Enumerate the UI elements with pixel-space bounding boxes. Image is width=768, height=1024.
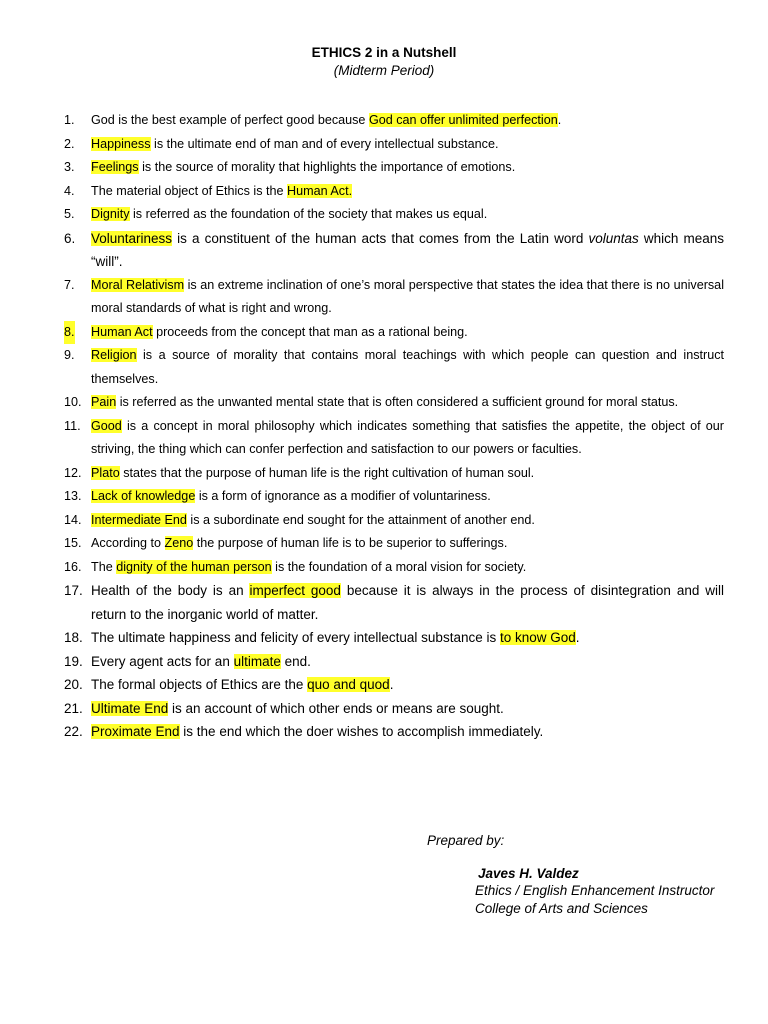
list-item — [64, 203, 724, 227]
list-item — [64, 462, 724, 486]
list-item-text — [91, 720, 724, 744]
text-segment: is a source of morality that contains moral teachings with which people can question and instruct themselves. — [91, 348, 724, 386]
list-item-text — [91, 109, 724, 133]
list-item-number: 18. — [64, 630, 83, 645]
list-item-text — [91, 556, 724, 580]
list-item-text — [91, 274, 724, 321]
list-item — [64, 673, 724, 697]
list-item-number: 22. — [64, 724, 83, 739]
list-item-number: 20. — [64, 677, 83, 692]
list-item-text — [91, 485, 724, 509]
list-item — [64, 509, 724, 533]
list-item-number: 14. — [64, 512, 82, 527]
list-item — [64, 626, 724, 650]
text-segment: Health of the body is an — [91, 583, 250, 598]
list-item-number: 1. — [64, 113, 75, 127]
highlighted-term: Moral Relativism — [91, 277, 185, 292]
author-name: Javes H. Valdez — [478, 866, 579, 881]
list-item — [64, 391, 724, 415]
list-item-number: 9. — [64, 348, 75, 362]
list-item-text — [91, 462, 724, 486]
list-item-number: 3. — [64, 160, 75, 174]
list-item-number: 5. — [64, 207, 75, 221]
list-item-number: 17. — [64, 583, 83, 598]
highlighted-term: quo and quod — [307, 677, 390, 692]
list-item — [64, 650, 724, 674]
text-segment: is a form of ignorance as a modifier of voluntariness. — [195, 489, 491, 503]
text-segment: is the ultimate end of man and of every intellectual substance. — [150, 136, 499, 151]
list-item-number: 16. — [64, 559, 82, 574]
list-item — [64, 227, 724, 274]
list-item-text — [91, 532, 724, 556]
list-item-number: 13. — [64, 489, 82, 503]
highlighted-term: imperfect good — [249, 583, 341, 598]
text-segment: . — [557, 113, 562, 127]
text-segment: is referred as the unwanted mental state that is often considered a sufficient ground for moral status. — [116, 395, 679, 409]
text-segment: states that the purpose of human life is the right cultivation of human soul. — [119, 465, 535, 480]
list-item-number: 12. — [64, 465, 82, 480]
list-item — [64, 532, 724, 556]
text-segment: According to — [91, 536, 165, 550]
text-segment: The formal objects of Ethics are the — [91, 677, 308, 692]
list-item-text — [91, 391, 724, 415]
list-item-text — [91, 509, 724, 533]
document-subtitle: (Midterm Period) — [333, 63, 435, 78]
highlighted-term: Plato — [91, 465, 120, 480]
text-segment: proceeds from the concept that man as a rational being. — [152, 324, 468, 339]
text-segment: is an extreme inclination of one’s moral perspective that states the idea that there is no universal moral standards of what is right and wrong. — [91, 277, 724, 315]
list-item-number: 2. — [64, 136, 75, 151]
text-segment: . — [389, 677, 394, 692]
list-item — [64, 415, 724, 462]
list-item — [64, 156, 724, 180]
text-segment: is the source of morality that highlights the importance of emotions. — [138, 160, 516, 174]
highlighted-term: Happiness — [91, 136, 151, 151]
list-item-text — [91, 321, 724, 345]
highlighted-term: Ultimate End — [91, 700, 169, 716]
highlighted-term: Human Act. — [287, 183, 353, 198]
text-segment: because it is always in the process of disintegration and will return to the inorganic world of matter. — [91, 583, 724, 622]
text-segment: is a concept in moral philosophy which indicates something that satisfies the appetite, the object of our striving, the thing which can confer perfection and satisfaction to our powers or faculties. — [91, 418, 724, 456]
text-segment: God is the best example of perfect good because — [91, 113, 369, 127]
list-item-number: 11. — [64, 418, 81, 433]
highlighted-term: dignity of the human person — [116, 559, 272, 574]
highlighted-term: to know God — [499, 630, 576, 645]
list-item-text — [91, 697, 724, 721]
list-item-text — [91, 227, 724, 274]
list-item-text — [91, 344, 724, 391]
list-item-text — [91, 650, 724, 674]
list-item-number: 10. — [64, 395, 82, 409]
list-item-number: 15. — [64, 536, 82, 550]
list-item — [64, 697, 724, 721]
list-item-number: 4. — [64, 183, 75, 198]
list-item-text — [91, 156, 724, 180]
highlighted-term: Voluntariness — [91, 230, 173, 246]
list-item-number: 19. — [64, 653, 83, 669]
list-item-number: 8. — [64, 321, 75, 345]
text-segment: the purpose of human life is to be superior to sufferings. — [193, 536, 508, 550]
author-role: Ethics / English Enhancement Instructor — [475, 883, 715, 898]
text-segment: which means “will”. — [91, 230, 724, 269]
text-segment: is a subordinate end sought for the attainment of another end. — [186, 512, 535, 527]
highlighted-term: Zeno — [164, 536, 194, 550]
text-segment: voluntas — [588, 230, 639, 246]
list-item — [64, 720, 724, 744]
highlighted-term: ultimate — [233, 653, 281, 669]
highlighted-term: God can offer unlimited perfection — [368, 113, 558, 127]
list-item-number: 7. — [64, 277, 75, 292]
document-title: ETHICS 2 in a Nutshell — [311, 45, 457, 60]
highlighted-term: Dignity — [91, 207, 130, 221]
list-item — [64, 556, 724, 580]
text-segment: is an account of which other ends or means are sought. — [168, 700, 504, 716]
list-item — [64, 321, 724, 345]
text-segment: is a constituent of the human acts that comes from the Latin word — [172, 230, 589, 246]
text-segment: The material object of Ethics is the — [91, 183, 287, 198]
list-item-text — [91, 203, 724, 227]
text-segment: end. — [280, 653, 311, 669]
list-item — [64, 344, 724, 391]
list-item-text — [91, 579, 724, 626]
text-segment: is referred as the foundation of the society that makes us equal. — [129, 207, 488, 221]
list-item — [64, 109, 724, 133]
text-segment: The ultimate happiness and felicity of every intellectual substance is — [91, 630, 500, 645]
list-item — [64, 579, 724, 626]
text-segment: is the foundation of a moral vision for society. — [271, 559, 527, 574]
highlighted-term: Proximate End — [91, 724, 180, 739]
list-item-text — [91, 133, 724, 157]
list-item-text — [91, 626, 724, 650]
list-item-number: 6. — [64, 230, 76, 246]
text-segment: . — [575, 630, 580, 645]
text-segment: The — [91, 559, 117, 574]
highlighted-term: Pain — [91, 395, 117, 409]
text-segment: Every agent acts for an — [91, 653, 234, 669]
list-item-text — [91, 673, 724, 697]
highlighted-term: Good — [91, 418, 122, 433]
list-item-number: 21. — [64, 700, 83, 716]
highlighted-term: Feelings — [91, 160, 139, 174]
list-item-text — [91, 180, 724, 204]
list-item — [64, 485, 724, 509]
highlighted-term: Intermediate End — [91, 512, 187, 527]
numbered-list — [64, 109, 724, 744]
prepared-by-label: Prepared by: — [427, 833, 505, 848]
highlighted-term: Human Act — [91, 324, 153, 339]
highlighted-term: Religion — [91, 348, 137, 362]
highlighted-term: Lack of knowledge — [91, 489, 196, 503]
author-college: College of Arts and Sciences — [475, 901, 648, 916]
list-item — [64, 133, 724, 157]
list-item — [64, 180, 724, 204]
list-item-text — [91, 415, 724, 462]
text-segment: is the end which the doer wishes to accomplish immediately. — [179, 724, 544, 739]
list-item — [64, 274, 724, 321]
